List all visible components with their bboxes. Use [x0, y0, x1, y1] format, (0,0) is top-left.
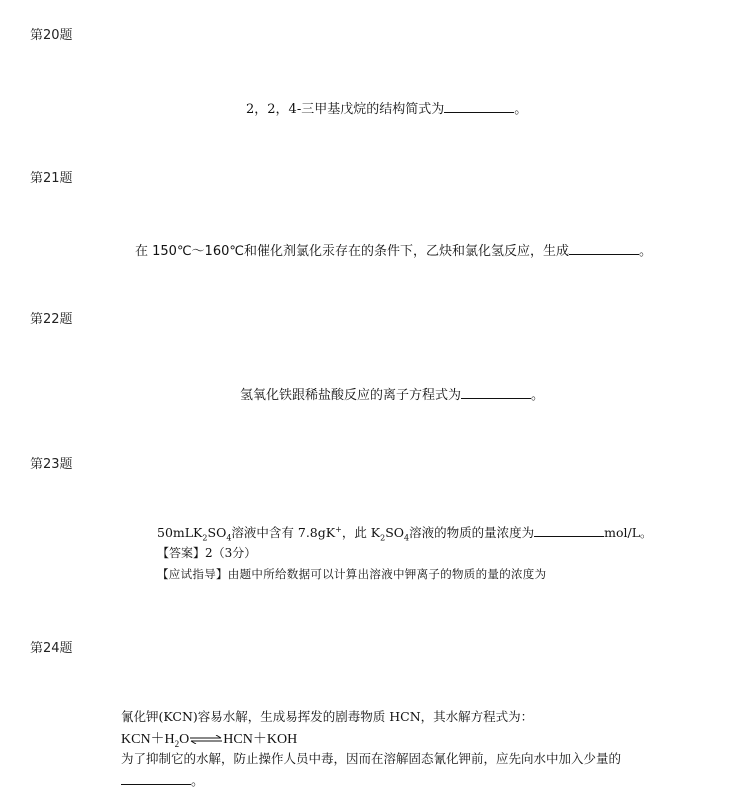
q23-pre: 50mLK — [157, 525, 203, 540]
question-24-label: 第24题 — [30, 641, 73, 656]
answer-blank — [121, 772, 191, 785]
q23-sup: + — [335, 524, 342, 534]
q23-sub4: 4 — [404, 533, 410, 543]
question-20-end: 。 — [514, 102, 528, 117]
question-24-line1: 氰化钾(KCN)容易水解，生成易挥发的剧毒物质 HCN，其水解方程式为： — [121, 709, 534, 724]
q23-mid1: SO — [207, 525, 227, 540]
eq-left: KCN＋H — [121, 732, 175, 747]
question-23-guide: 【应试指导】由题中所给数据可以计算出溶液中钾离子的物质的量的浓度为 — [157, 567, 547, 581]
eq-right: HCN＋KOH — [223, 732, 298, 747]
q23-sub2: 4 — [226, 533, 232, 543]
q23-unit: mol/L。 — [604, 525, 653, 540]
question-24-line2: 为了抑制它的水解，防止操作人员中毒，因而在溶解固态氰化钾前，应先向水中加入少量的 — [121, 751, 622, 766]
question-21-prompt: 在 150℃～160℃和催化剂氯化汞存在的条件下，乙炔和氯化氢反应，生成 — [135, 244, 569, 259]
question-23-label: 第23题 — [30, 457, 73, 472]
answer-blank — [461, 386, 531, 399]
eq-mid: O — [179, 732, 190, 747]
question-23-text — [157, 523, 653, 543]
answer-blank — [444, 100, 514, 113]
eq-sub: 2 — [174, 738, 180, 749]
question-23-answer: 【答案】2（3分） — [157, 546, 257, 560]
q23-mid2: 溶液中含有 7.8gK — [231, 525, 336, 540]
question-22-end: 。 — [531, 388, 545, 403]
q23-mid5: 溶液的物质的量浓度为 — [409, 525, 535, 540]
answer-blank — [569, 242, 639, 255]
equilibrium-arrow-icon — [189, 735, 223, 744]
q23-sub1: 2 — [202, 533, 208, 543]
hydrolysis-equation — [121, 728, 297, 749]
question-21-label: 第21题 — [30, 171, 73, 186]
question-21-text — [135, 240, 652, 259]
question-20-text — [246, 98, 527, 117]
q23-mid4: SO — [385, 525, 405, 540]
question-22-prompt: 氢氧化铁跟稀盐酸反应的离子方程式为 — [240, 388, 462, 403]
q23-mid3: ，此 K — [341, 525, 381, 540]
answer-blank — [534, 524, 604, 537]
q23-sub3: 2 — [380, 533, 386, 543]
question-20-prompt: 2，2，4-三甲基戊烷的结构简式为 — [246, 102, 445, 117]
question-20-label: 第20题 — [30, 28, 73, 43]
question-21-end: 。 — [638, 244, 652, 259]
question-24-end: 。 — [191, 774, 205, 789]
question-22-label: 第22题 — [30, 312, 73, 327]
question-24-line3 — [121, 770, 204, 789]
question-22-text — [240, 384, 544, 403]
